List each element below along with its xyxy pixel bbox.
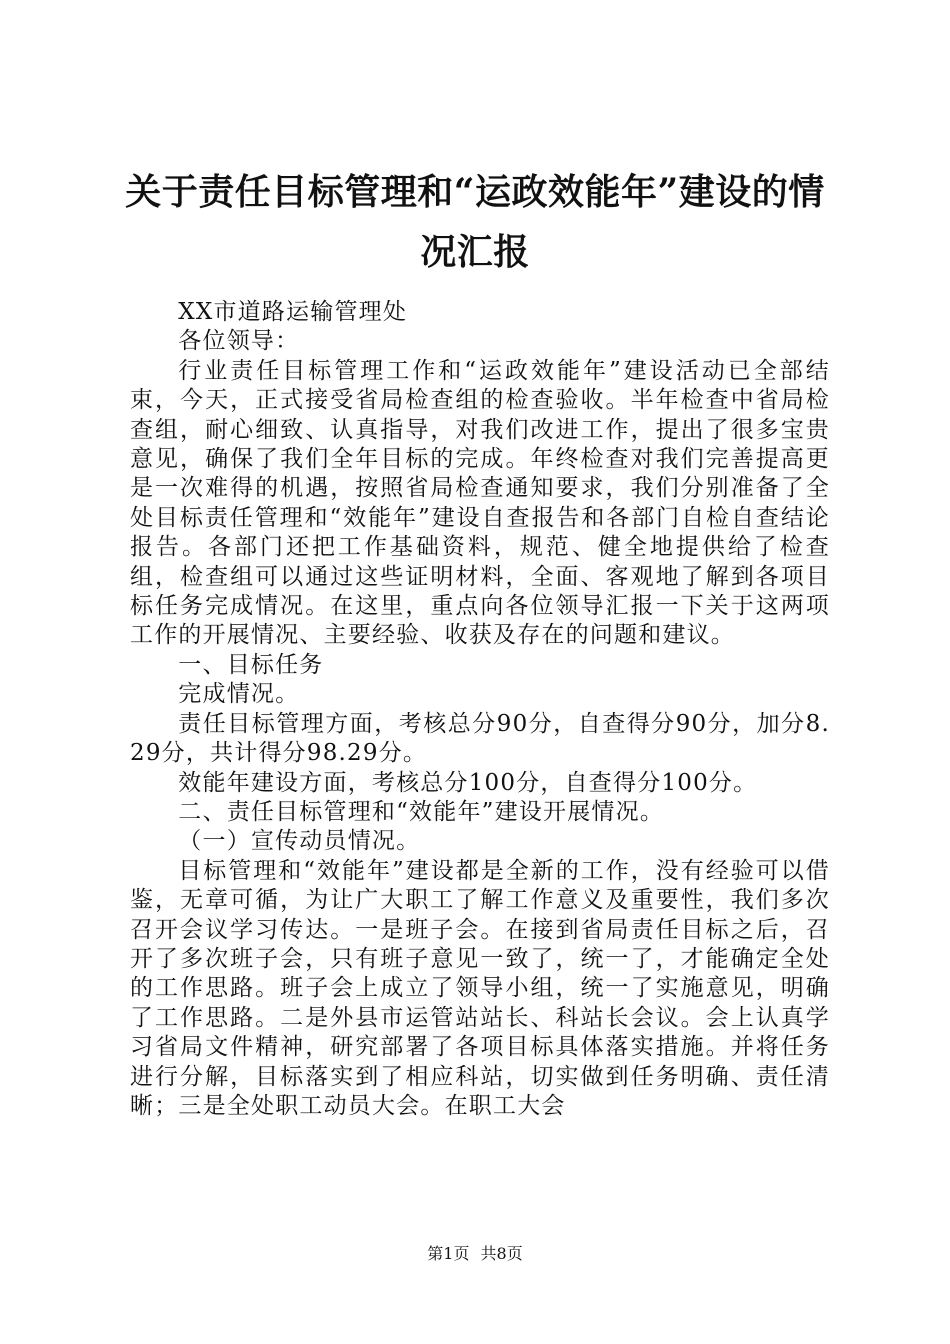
- document-title: 关于责任目标管理和“运政效能年”建设的情况汇报: [125, 171, 825, 273]
- paragraph-intro: 行业责任目标管理工作和“运政效能年”建设活动已全部结束，今天，正式接受省局检查组的检查验收。半年检查中省局检查组，耐心细致、认真指导，对我们改进工作，提出了很多宝贵意见，确保了我们全年目标的完成。年终检查对我们完善提高更是一次难得的机遇，按照省局检查通知要求，我们分别准备了全处目标责任管理和“效能年”建设自查报告和各部门自检自查结论报告。各部门还把工作基础资料，规范、健全地提供给了检查组，检查组可以通过这些证明材料，全面、客观地了解到各项目标任务完成情况。在这里，重点向各位领导汇报一下关于这两项工作的开展情况、主要经验、收获及存在的问题和建议。: [130, 357, 830, 649]
- page-number: 第1页: [427, 1244, 470, 1263]
- document-body: [130, 298, 830, 1121]
- paragraph-score-target: 责任目标管理方面，考核总分90分，自查得分90分，加分8.29分，共计得分98.29分。: [130, 710, 830, 767]
- salutation: 各位领导：: [178, 328, 300, 355]
- paragraph-mobilization: 目标管理和“效能年”建设都是全新的工作，没有经验可以借鉴，无章可循，为让广大职工了解工作意义及重要性，我们多次召开会议学习传达。一是班子会。在接到省局责任目标之后，召开了多次班子会，只有班子意见一致了，统一了，才能确定全处的工作思路。班子会上成立了领导小组，统一了实施意见，明确了工作思路。二是外县市运管站站长、科站长会议。会上认真学习省局文件精神，研究部署了各项目标具体落实措施。并将任务进行分解，目标落实到了相应科站，切实做到任务明确、责任清晰；三是全处职工动员大会。在职工大会: [130, 857, 830, 1119]
- subsection-heading-1: （一）宣传动员情况。: [178, 828, 421, 855]
- section-subheading: 完成情况。: [178, 681, 300, 708]
- page-total: 共8页: [480, 1244, 523, 1263]
- page-footer: [0, 1243, 950, 1265]
- paragraph-score-efficiency: 效能年建设方面，考核总分100分，自查得分100分。: [178, 769, 758, 796]
- section-heading-1: 一、目标任务: [178, 651, 324, 678]
- section-heading-2: 二、责任目标管理和“效能年”建设开展情况。: [178, 798, 665, 825]
- org-line: XX市道路运输管理处: [178, 299, 408, 325]
